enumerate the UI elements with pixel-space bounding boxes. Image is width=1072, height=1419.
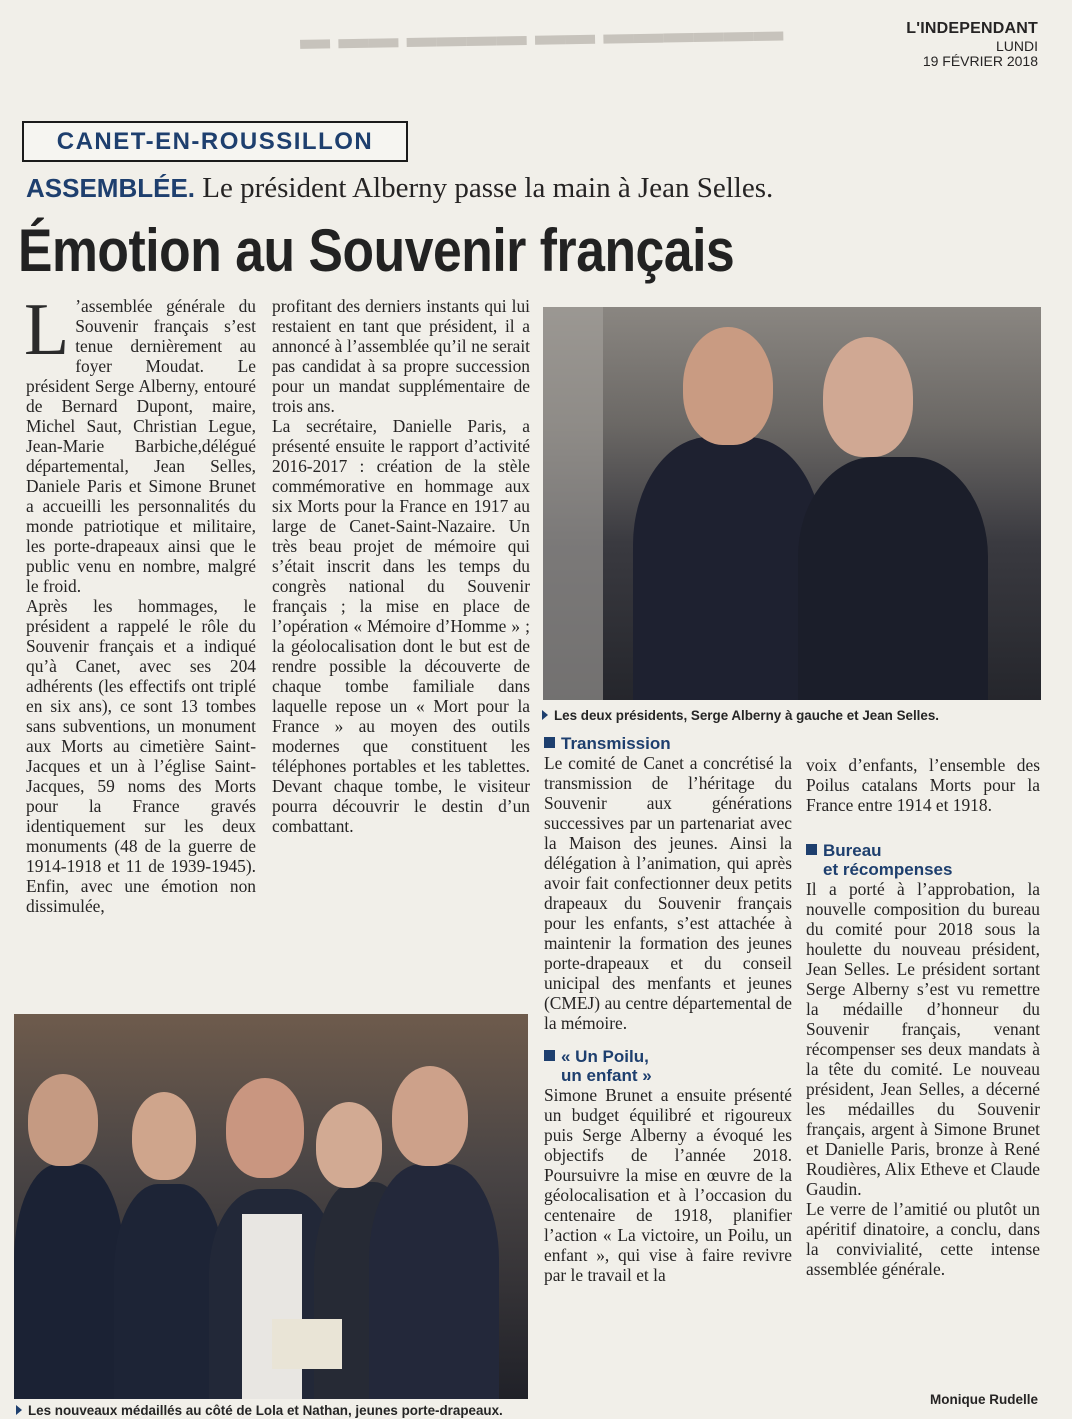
paragraph: Le verre de l’amitié ou plutôt un apéritif dinatoire, a conclu, dans la convivialité, cette intense assemblée générale.: [806, 1199, 1040, 1279]
drop-cap: L: [24, 289, 70, 371]
paragraph: profitant des derniers instants qui lui restaient en tant que président, il a annoncé à l’assemblée qu’il ne serait pas candidat à sa propre succession pour un mandat supplémentaire de trois ans.: [272, 296, 530, 416]
certificate: [272, 1319, 342, 1369]
author-signature: Monique Rudelle: [930, 1392, 1038, 1407]
article-column-2: [272, 296, 530, 836]
headline: Émotion au Souvenir français: [18, 217, 735, 284]
person-head: [132, 1092, 196, 1180]
square-bullet-icon: [544, 737, 555, 748]
caption-arrow-icon: [542, 710, 548, 720]
kicker-label: ASSEMBLÉE.: [26, 173, 196, 203]
subhead-transmission: Transmission: [544, 734, 792, 753]
person-left-head: [683, 327, 773, 445]
subhead-poilu: « Un Poilu,: [544, 1047, 792, 1066]
photo-caption-bottom: Les nouveaux médaillés au côté de Lola et Nathan, jeunes porte-drapeaux.: [16, 1402, 526, 1419]
photo-medal-recipients: [14, 1014, 528, 1399]
person-suit: [14, 1164, 124, 1399]
subhead-poilu-line2: un enfant »: [561, 1066, 652, 1085]
newspaper-name: L'INDEPENDANT: [906, 20, 1038, 37]
subhead-bureau-line2: et récompenses: [823, 860, 953, 879]
paragraph: La secrétaire, Danielle Paris, a présenté ensuite le rapport d’activité 2016-2017 : création de la stèle commémorative en hommage aux six Morts pour la France en 1917 au large de Canet-Saint-Nazaire. Un très beau projet de mémoire qui s’était inscrit dans les temps du congrès national du Souvenir français ; la mise en place de l’opération « Mémoire d’Homme » ; la géolocalisation dont le but est de rendre possible la découverte de chaque tombe familiale dans laquelle repose un « Mort pour la France » au moyen des outils modernes que constituent les téléphones portables et les tablettes. Devant chaque tombe, le visiteur pourra découvrir le destin d’un combattant.: [272, 416, 530, 836]
person-suit: [369, 1164, 499, 1399]
person-right-suit: [798, 457, 988, 700]
issue-date: 19 FÉVRIER 2018: [922, 53, 1038, 69]
photo-background-wall: [543, 307, 603, 700]
subhead-bureau: Bureau: [806, 841, 1040, 860]
photo-two-presidents: [543, 307, 1041, 700]
article-column-4: [806, 755, 1040, 1279]
person-suit: [114, 1184, 224, 1399]
square-bullet-icon: [806, 844, 817, 855]
paragraph: voix d’enfants, l’ensemble des Poilus catalans Morts pour la France entre 1914 et 1918.: [806, 755, 1040, 815]
kicker: [26, 172, 773, 205]
person-head: [316, 1102, 382, 1188]
paragraph: Le comité de Canet a concrétisé la transmission de l’héritage du Souvenir aux générations successives par un partenariat avec la Maison des jeunes. Ainsi la délégation à l’animation, qui après avoir fait confectionner deux petits drapeaux du Souvenir français pour les enfants, s’est attachée à maintenir la formation des jeunes porte-drapeaux et du conseil unicipal des menfants et jeunes (CMEJ) au centre départemental de la mémoire.: [544, 753, 792, 1033]
issue-day: LUNDI: [995, 38, 1038, 54]
person-right-head: [823, 337, 913, 457]
article-column-1: [24, 289, 256, 916]
section-title: CANET-EN-ROUSSILLON: [56, 128, 374, 155]
paragraph: Il a porté à l’approbation, la nouvelle composition du bureau du comité pour 2018 sous la houlette du nouveau président, Jean Selles. Le président sortant Serge Alberny s’est vu remettre la médaille d’honneur du Souvenir français, venant récompenser ses deux mandats à la tête du comité. Le nouveau président, Jean Selles, a décerné les médailles du Souvenir français, argent à Simone Brunet et Danielle Paris, bronze à René Roudières, Alix Etheve et Claude Gaudin.: [806, 879, 1040, 1199]
paragraph: Après les hommages, le président a rappelé le rôle du Souvenir français et a indiqué qu’à Canet, avec ses 204 adhérents (les effectifs ont triplé en six ans), ce sont 13 tombes sans subventions, un monument aux Morts au cimetière Saint-Jacques et un à l’église Saint-Jacques, 59 noms des Morts pour la France gravés identiquement sur les deux monuments (48 de la guerre de 1914-1918 et 11 de 1939-1945). Enfin, avec une émotion non dissimulée,: [26, 596, 256, 916]
person-head: [28, 1074, 98, 1166]
person-head: [392, 1066, 468, 1166]
caption-arrow-icon: [16, 1405, 22, 1415]
photo-caption-top: Les deux présidents, Serge Alberny à gauche et Jean Selles.: [542, 707, 1042, 724]
kicker-text: Le président Alberny passe la main à Jean Selles.: [202, 172, 774, 204]
article-column-3: [544, 734, 792, 1285]
square-bullet-icon: [544, 1050, 555, 1061]
person-head: [226, 1078, 304, 1178]
person-left-suit: [633, 437, 823, 700]
paragraph: Simone Brunet a ensuite présenté un budget équilibré et rigoureux puis Serge Alberny a évoqué les objectifs de l’année 2018. Poursuivre la mise en œuvre de la géolocalisation et à l’occasion du centenaire de 1918, planifier l’action « La victoire, un Poilu, un enfant », qui vise à faire revivre par le travail et la: [544, 1085, 792, 1285]
adjacent-page-bleed: ▬ ▬▬ ▬▬▬▬ ▬▬ ▬▬▬▬▬▬: [299, 14, 784, 56]
paragraph: ’assemblée générale du Souvenir français s’est tenue dernièrement au foyer Moudat. Le président Serge Alberny, entouré de Bernard Dupont, maire, Michel Saut, Christian Legue, Jean-Marie Barbiche,délégué départemental, Jean Selles, Daniele Paris et Simone Brunet a accueilli les personnalités du monde patriotique et militaire, les porte-drapeaux ainsi que le public venu en nombre, malgré le froid.: [26, 296, 256, 596]
white-blouse: [242, 1214, 302, 1399]
